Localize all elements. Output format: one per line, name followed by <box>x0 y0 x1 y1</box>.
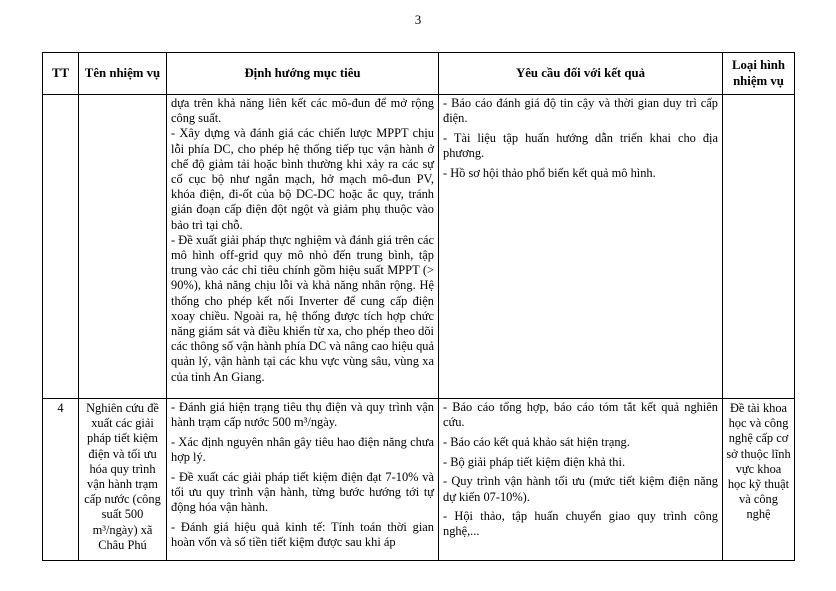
muc-tieu-paragraph: dựa trên khả năng liên kết các mô-đun để mở rộng công suất. <box>171 96 434 126</box>
ket-qua-item: - Báo cáo đánh giá độ tin cậy và thời gian duy trì cấp điện. <box>443 96 718 126</box>
cell-loai-hinh-empty <box>723 95 795 399</box>
cell-muc-tieu <box>167 95 439 399</box>
header-yeu-cau-ket-qua: Yêu cầu đối với kết quả <box>439 53 723 95</box>
muc-tieu-item: - Đề xuất các giải pháp tiết kiệm điện đạt 7-10% và tối ưu quy trình vận hành, từng bước hướng tới tự động hóa vận hành. <box>171 469 434 515</box>
cell-ket-qua <box>439 95 723 399</box>
cell-ten-empty <box>79 95 167 399</box>
cell-loai-hinh: Đề tài khoa học và công nghệ cấp cơ sở thuộc lĩnh vực khoa học kỹ thuật và công nghệ <box>723 399 795 561</box>
ket-qua-item: - Tài liệu tập huấn hướng dẫn triển khai cho địa phương. <box>443 130 718 161</box>
ket-qua-item: - Hồ sơ hội thảo phổ biến kết quả mô hình. <box>443 165 656 180</box>
muc-tieu-paragraph: - Xây dựng và đánh giá các chiến lược MPPT chịu lỗi phía DC, cho phép hệ thống tiếp tục vận hành ở chế độ giảm tải hoặc bình thường khi xảy ra các sự cố cục bộ như ngắn mạch, hở mạch mô-đun PV, khóa điện, đi-ốt của bộ DC-DC hoặc ắc quy, tránh gián đoạn cấp điện đột ngột và giảm phụ thuộc vào bảo trì tại chỗ. <box>171 126 434 232</box>
muc-tieu-item: - Đánh giá hiện trạng tiêu thụ điện và quy trình vận hành trạm cấp nước 500 m³/ngày. <box>171 400 434 430</box>
muc-tieu-item: - Xác định nguyên nhân gây tiêu hao điện năng chưa hợp lý. <box>171 434 434 465</box>
cell-ten-nhiem-vu: Nghiên cứu đề xuất các giải pháp tiết kiệm điện và tối ưu hóa quy trình vận hành trạm cấp nước (công suất 500 m³/ngày) xã Châu Phú <box>79 399 167 561</box>
cell-tt-empty <box>43 95 79 399</box>
ket-qua-item: - Quy trình vận hành tối ưu (mức tiết kiệm điện năng dự kiến 07-10%). <box>443 474 718 504</box>
header-loai-hinh-nhiem-vu: Loại hình nhiệm vụ <box>723 53 795 95</box>
header-ten-nhiem-vu: Tên nhiệm vụ <box>79 53 167 95</box>
table-row-continuation <box>43 95 795 399</box>
muc-tieu-paragraph: - Đề xuất giải pháp thực nghiệm và đánh giá trên các mô hình off-grid quy mô nhỏ đến trung bình, tập trung vào các chỉ tiêu chính gồm hiệu suất MPPT (> 90%), khả năng chịu lỗi và khả năng nhân rộng. Hệ thống cho phép kết nối Inverter để cung cấp điện xoay chiều. Ngoài ra, hệ thống được tích hợp chức năng giám sát và điều khiển từ xa, cho phép theo dõi các thông số vận hành phía DC và nâng cao hiệu quả quản lý, vận hành tại các khu vực vùng sâu, vùng xa của tỉnh An Giang. <box>171 232 434 384</box>
task-table <box>42 52 795 561</box>
cell-tt: 4 <box>43 399 79 561</box>
muc-tieu-item: - Đánh giá hiệu quả kinh tế: Tính toán thời gian hoàn vốn và số tiền tiết kiệm được sau khi áp <box>171 519 434 550</box>
table-header-row <box>43 53 795 95</box>
table-row-task-4 <box>43 399 795 561</box>
cell-muc-tieu <box>167 399 439 561</box>
header-tt: TT <box>43 53 79 95</box>
ket-qua-item: - Bộ giải pháp tiết kiệm điện khả thi. <box>443 454 626 469</box>
header-dinh-huong-muc-tieu: Định hướng mục tiêu <box>167 53 439 95</box>
page-number: 3 <box>414 12 422 27</box>
ket-qua-item: - Hội thảo, tập huấn chuyển giao quy trình công nghệ,... <box>443 509 718 539</box>
ket-qua-item: - Báo cáo tổng hợp, báo cáo tóm tắt kết quả nghiên cứu. <box>443 400 718 430</box>
ket-qua-item: - Báo cáo kết quả khảo sát hiện trạng. <box>443 434 630 449</box>
cell-ket-qua <box>439 399 723 561</box>
